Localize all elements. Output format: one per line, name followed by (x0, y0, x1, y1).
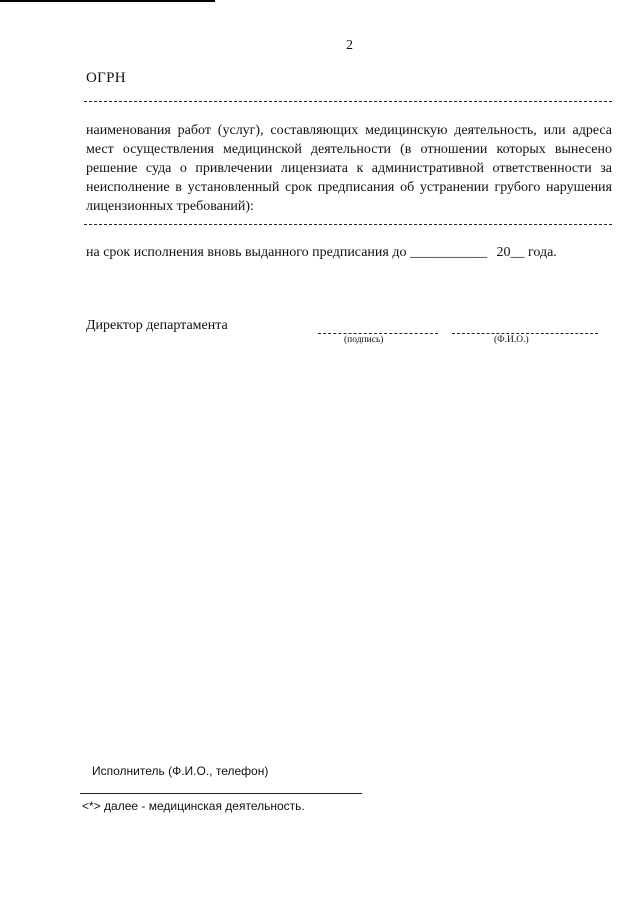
term-date-blank: ___________ (409, 245, 487, 260)
works-addresses-paragraph: наименования работ (услуг), составляющих медицинскую деятельность, или адреса мест осуществления медицинской деятельности (в отношении которых вынесено решение суда о привлечении лицензиата к административной ответственности за неисполнение в установленный срок предписания об устранении грубого нарушения лицензионных требований): (86, 123, 612, 214)
term-year-suffix: года. (527, 245, 557, 260)
top-edge-rule (0, 0, 215, 2)
term-text: на срок исполнения вновь выданного предписания до (86, 245, 407, 260)
footnote-separator (80, 793, 362, 794)
signature-caption: (подпись) (344, 335, 384, 345)
director-position: Директор департамента (86, 318, 228, 333)
name-line (452, 333, 598, 334)
term-year-prefix: 20 (496, 245, 511, 260)
executor-label: Исполнитель (Ф.И.О., телефон) (92, 764, 269, 778)
ogrn-fill-line (84, 101, 612, 102)
works-fill-line (84, 224, 612, 225)
term-year-blank: __ (510, 245, 525, 260)
name-caption: (Ф.И.О.) (494, 335, 529, 345)
ogrn-label: ОГРН (86, 70, 126, 86)
page-number: 2 (346, 38, 353, 53)
footnote: <*> далее - медицинская деятельность. (82, 799, 305, 813)
term-line (86, 245, 557, 261)
signature-line (318, 333, 438, 334)
